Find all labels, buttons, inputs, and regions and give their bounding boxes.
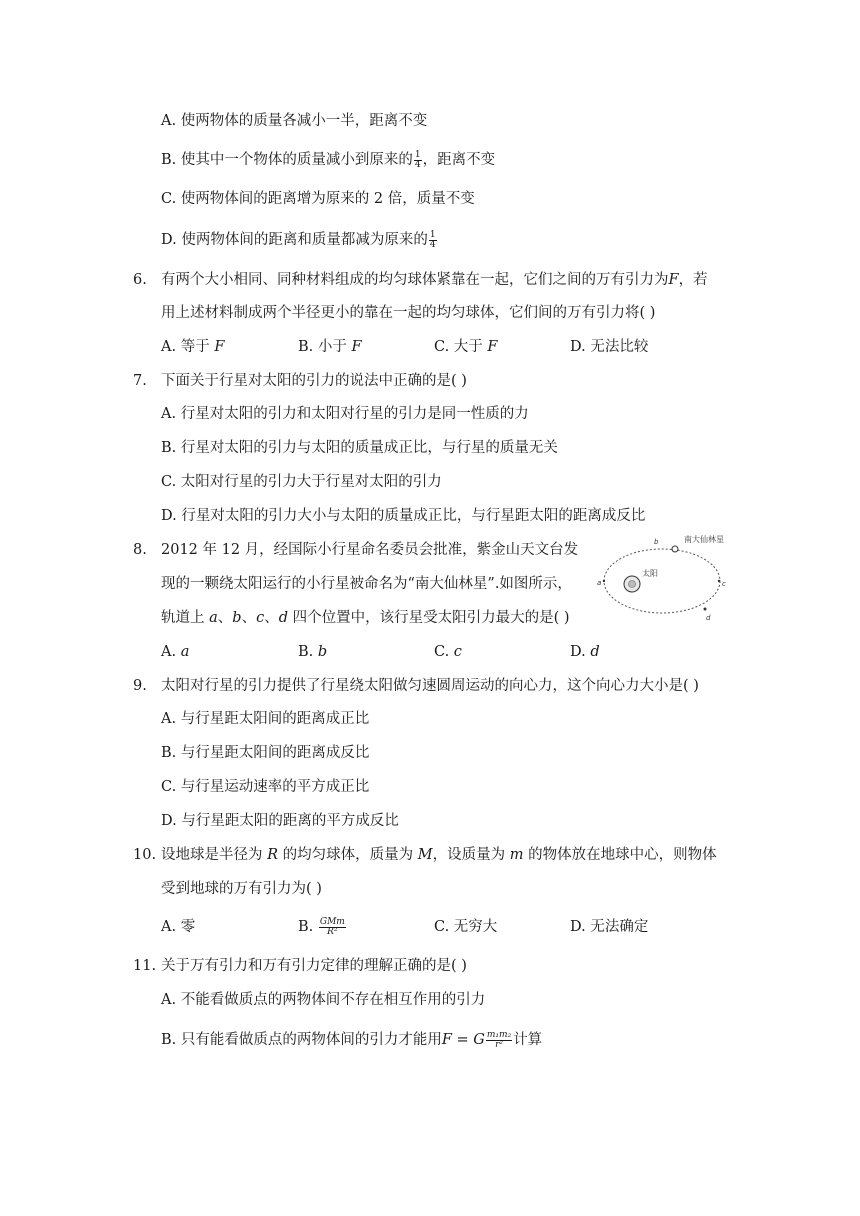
- question-number-7: 7.: [133, 373, 147, 389]
- orbit-ellipse: [604, 549, 720, 613]
- q11-option-b: B. 只有能看做质点的两物体间的引力才能用F = G $\frac{\text{m₁m₂}}{\text{r²}}$ 计算: [161, 1029, 543, 1050]
- planet-icon: [672, 546, 678, 552]
- q6-option-d: D. 无法比较: [570, 339, 649, 355]
- point-d-label: d: [706, 614, 711, 622]
- q7-option-d: D. 行星对太阳的引力大小与太阳的质量成正比，与行星距太阳的距离成反比: [161, 508, 646, 524]
- planet-label: 南大仙林星: [684, 535, 724, 544]
- q9-option-a: A. 与行星距太阳间的距离成正比: [161, 711, 370, 727]
- question-number-6: 6.: [133, 272, 147, 288]
- q8-stem-line2: 现的一颗绕太阳运行的小行星被命名为“南大仙林星”.如图所示，: [161, 576, 572, 592]
- q8-option-d: D. d: [570, 644, 600, 660]
- q9-option-c: C. 与行星运动速率的平方成正比: [161, 779, 370, 795]
- point-b-label: b: [654, 538, 659, 546]
- q7-stem: 下面关于行星对太阳的引力的说法中正确的是( ): [161, 373, 467, 389]
- fraction-gmm-over-r2: $\frac{\text{GMm}}{\text{R²}}$: [319, 916, 345, 937]
- q11-stem: 关于万有引力和万有引力定律的理解正确的是( ): [161, 958, 467, 974]
- orbit-diagram: [596, 528, 744, 628]
- q5-option-d: [161, 230, 438, 250]
- fraction-one-quarter: $\frac{1}{4}$: [414, 149, 421, 170]
- q10-option-c: C. 无穷大: [434, 919, 498, 935]
- q5-option-b: [161, 150, 495, 170]
- q10-option-a: A. 零: [161, 919, 196, 935]
- q6-option-b: B. 小于 F: [298, 339, 362, 355]
- q5-option-b-suffix: ，距离不变: [422, 152, 496, 168]
- question-number-8: 8.: [133, 542, 147, 558]
- q7-option-a: A. 行星对太阳的引力和太阳对行星的引力是同一性质的力: [161, 406, 529, 422]
- q9-stem: 太阳对行星的引力提供了行星绕太阳做匀速圆周运动的向心力，这个向心力大小是( ): [161, 678, 699, 694]
- point-a-marker: [603, 580, 605, 582]
- q6-stem-line1: 有两个大小相同、同种材料组成的均匀球体紧靠在一起，它们之间的万有引力为F，若: [161, 272, 708, 288]
- q6-stem-line2: 用上述材料制成两个半径更小的靠在一起的均匀球体，它们间的万有引力将( ): [161, 305, 656, 321]
- q8-option-a: A. a: [161, 644, 190, 660]
- q10-stem-line2: 受到地球的万有引力为( ): [161, 881, 322, 897]
- q8-option-b: B. b: [298, 644, 328, 660]
- q10-stem-line1: 设地球是半径为 R 的均匀球体，质量为 M，设质量为 m 的物体放在地球中心，则物体: [161, 847, 717, 863]
- q11-option-a: A. 不能看做质点的两物体间不存在相互作用的引力: [161, 992, 486, 1008]
- gravitation-formula: F = G: [441, 1032, 485, 1048]
- question-number-11: 11.: [133, 958, 157, 974]
- q5-option-b-text: B. 使其中一个物体的质量减小到原来的: [161, 152, 413, 168]
- q8-option-c: C. c: [434, 644, 462, 660]
- question-number-9: 9.: [133, 678, 147, 694]
- q6-option-a: A. 等于 F: [161, 339, 225, 355]
- sun-core: [629, 581, 636, 588]
- q6-option-c: C. 大于 F: [434, 339, 498, 355]
- q8-stem-line1: 2012 年 12 月，经国际小行星命名委员会批准，紫金山天文台发: [161, 542, 579, 558]
- q5-option-c: C. 使两物体间的距离增为原来的 2 倍，质量不变: [161, 191, 475, 207]
- sun-label: 太阳: [642, 569, 658, 578]
- point-c-label: c: [722, 580, 726, 588]
- fraction-m1m2-over-r2: $\frac{\text{m₁m₂}}{\text{r²}}$: [486, 1029, 512, 1050]
- q9-option-d: D. 与行星距太阳的距离的平方成反比: [161, 813, 399, 829]
- q9-option-b: B. 与行星距太阳间的距离成反比: [161, 745, 370, 761]
- q10-option-b: B. $\frac{\text{GMm}}{\text{R²}}$: [298, 916, 345, 937]
- point-c-marker: [718, 580, 720, 582]
- point-d-marker: [704, 608, 707, 611]
- q7-option-c: C. 太阳对行星的引力大于行星对太阳的引力: [161, 474, 442, 490]
- fraction-one-quarter: $\frac{1}{4}$: [429, 229, 436, 250]
- q8-stem-line3: 轨道上 a、b、c、d 四个位置中，该行星受太阳引力最大的是( ): [161, 610, 570, 626]
- q7-option-b: B. 行星对太阳的引力与太阳的质量成正比，与行星的质量无关: [161, 440, 558, 456]
- question-number-10: 10.: [133, 847, 157, 863]
- q5-option-a: A. 使两物体的质量各减小一半，距离不变: [161, 113, 428, 129]
- point-a-label: a: [597, 579, 602, 587]
- q10-option-d: D. 无法确定: [570, 919, 649, 935]
- q5-option-d-text: D. 使两物体间的距离和质量都减为原来的: [161, 232, 428, 248]
